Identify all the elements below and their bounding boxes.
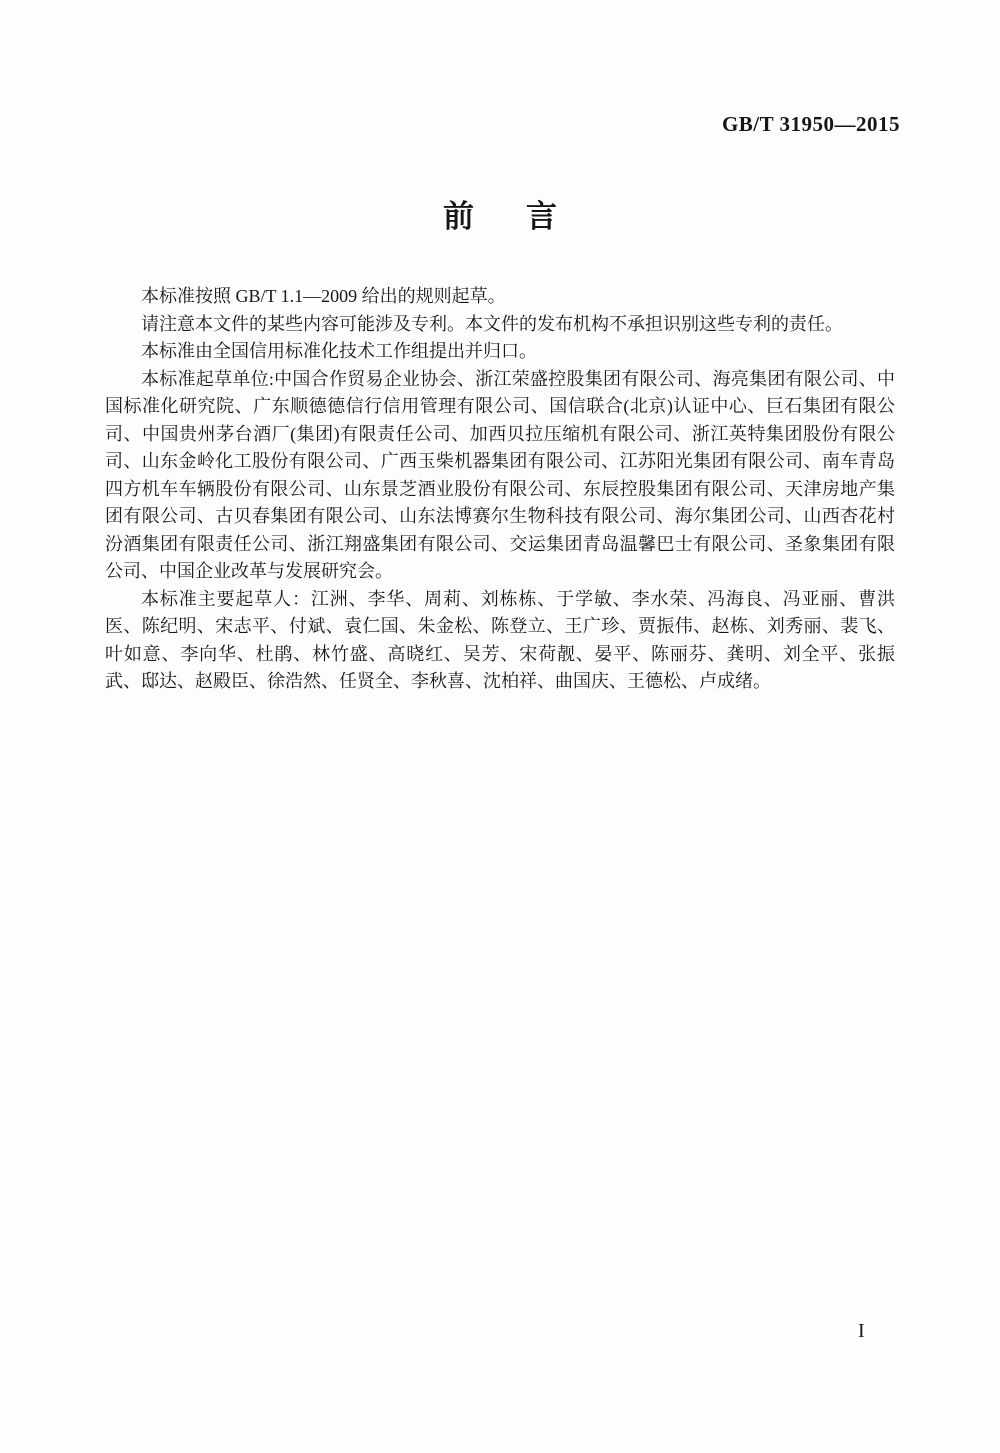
foreword-paragraph-drafting-rules: 本标准按照 GB/T 1.1—2009 给出的规则起草。 bbox=[141, 286, 506, 306]
foreword-title-char-2: 言 bbox=[526, 199, 557, 234]
foreword-title bbox=[0, 200, 1000, 234]
page-number: I bbox=[858, 1320, 865, 1342]
foreword-paragraph-main-drafters: 本标准主要起草人：江洲、李华、周莉、刘栋栋、于学敏、李水荣、冯海良、冯亚丽、曹洪医、陈纪明、宋志平、付斌、袁仁国、朱金松、陈登立、王广珍、贾振伟、赵栋、刘秀丽、裴飞、叶如意、李向华、杜鹃、林竹盛、高晓红、吴芳、宋荷靓、晏平、陈丽芬、龚明、刘全平、张振武、邸达、赵殿臣、徐浩然、任贤全、李秋喜、沈柏祥、曲国庆、王德松、卢成绪。 bbox=[105, 588, 895, 691]
standard-number: GB/T 31950—2015 bbox=[721, 112, 900, 136]
foreword-body bbox=[105, 283, 895, 696]
foreword-paragraph-proposing-body: 本标准由全国信用标准化技术工作组提出并归口。 bbox=[141, 341, 537, 361]
foreword-paragraph-patent-notice: 请注意本文件的某些内容可能涉及专利。本文件的发布机构不承担识别这些专利的责任。 bbox=[141, 313, 843, 334]
foreword-title-char-1: 前 bbox=[443, 199, 474, 234]
foreword-paragraph-drafting-organizations: 本标准起草单位:中国合作贸易企业协会、浙江荣盛控股集团有限公司、海亮集团有限公司、中国标准化研究院、广东顺德德信行信用管理有限公司、国信联合(北京)认证中心、巨石集团有限公司、中国贵州茅台酒厂(集团)有限责任公司、加西贝拉压缩机有限公司、浙江英特集团股份有限公司、山东金岭化工股份有限公司、广西玉柴机器集团有限公司、江苏阳光集团有限公司、南车青岛四方机车车辆股份有限公司、山东景芝酒业股份有限公司、东辰控股集团有限公司、天津房地产集团有限公司、古贝春集团有限公司、山东法博赛尔生物科技有限公司、海尔集团公司、山西杏花村汾酒集团有限责任公司、浙江翔盛集团有限公司、交运集团青岛温馨巴士有限公司、圣象集团有限公司、中国企业改革与发展研究会。 bbox=[105, 368, 895, 581]
